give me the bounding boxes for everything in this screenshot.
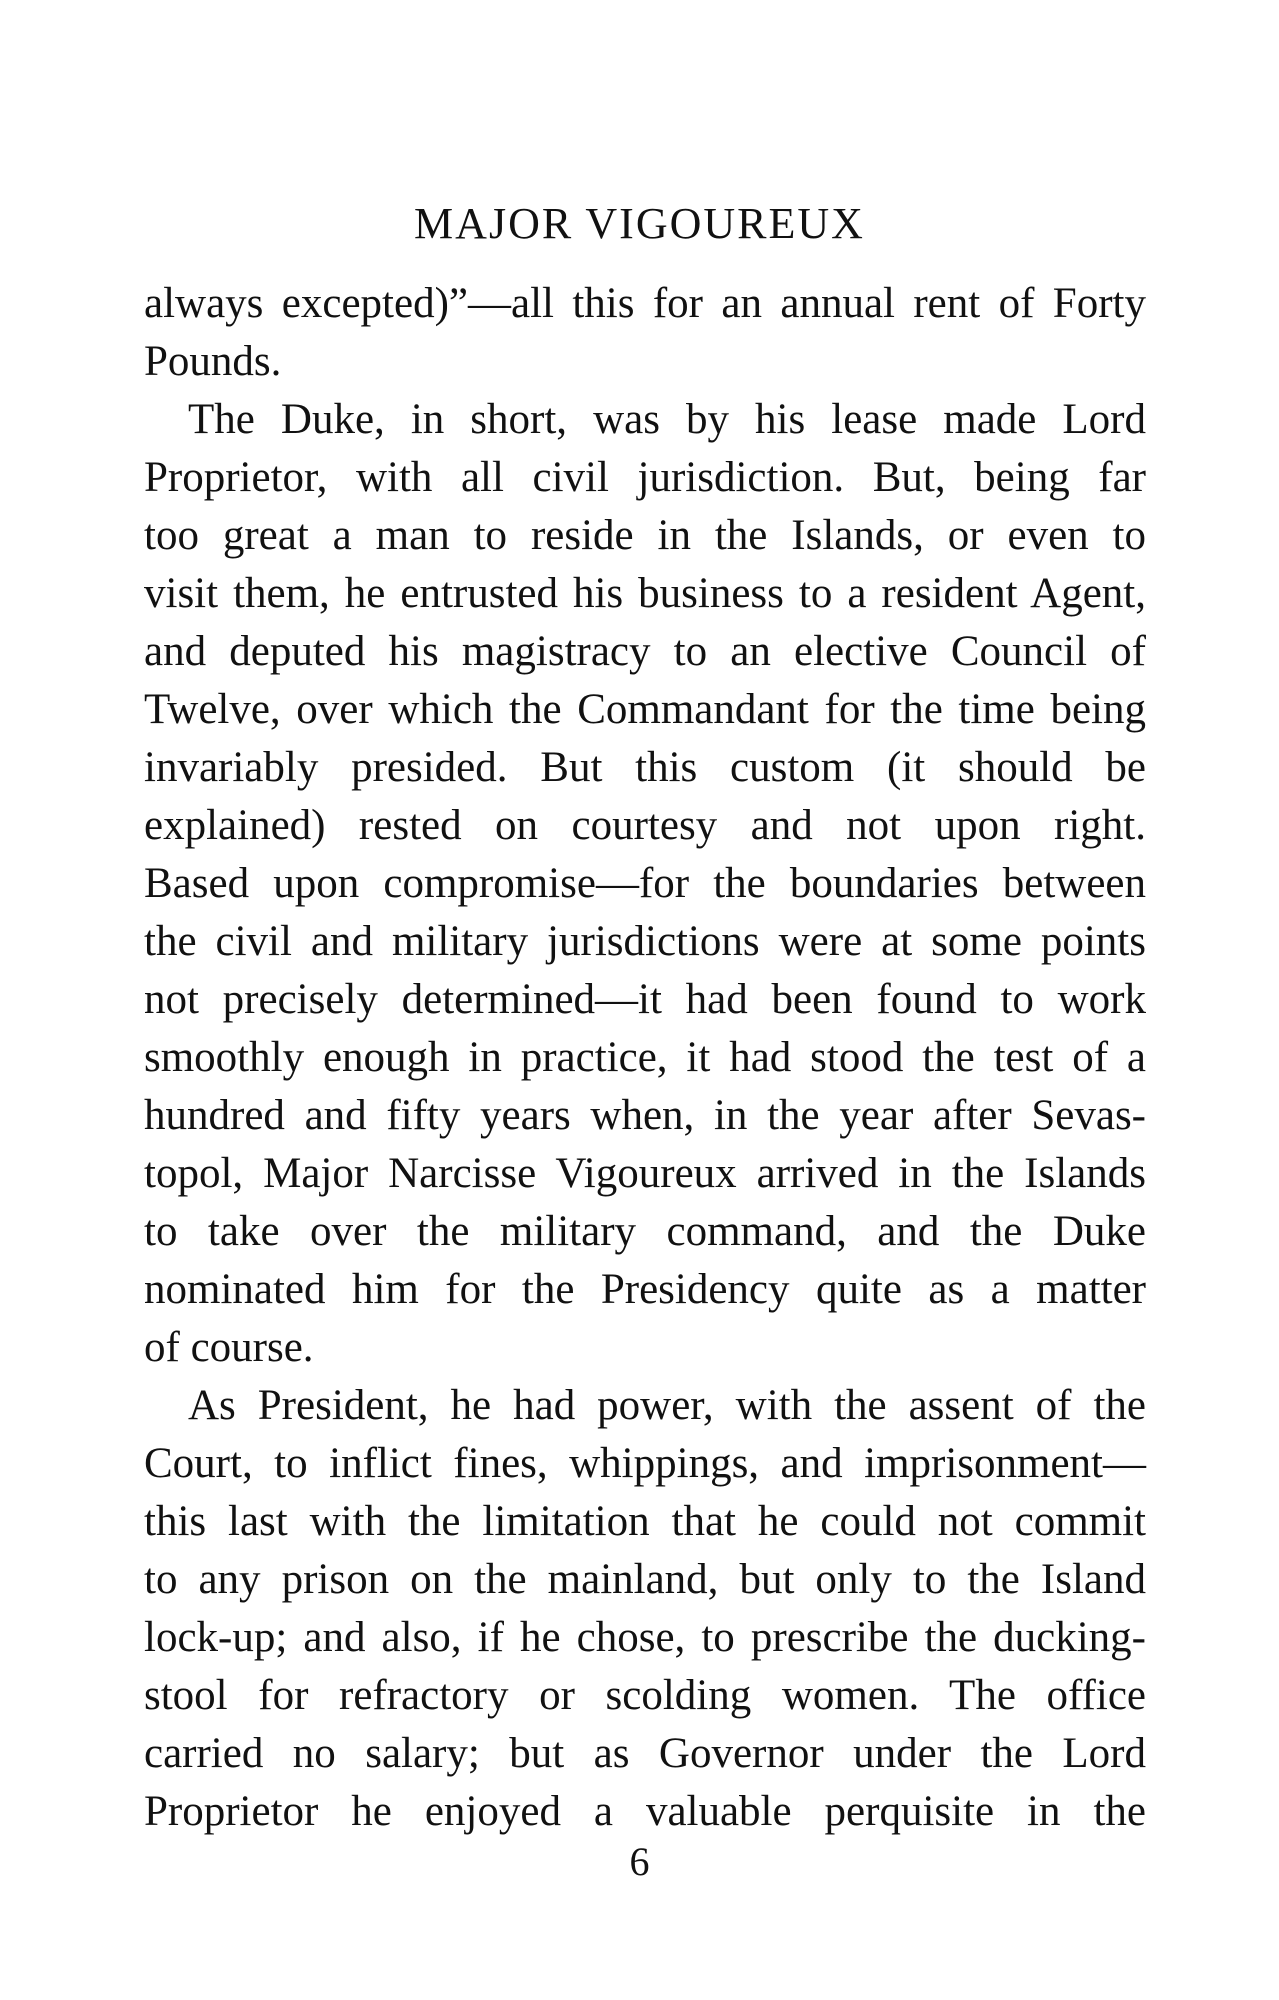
text-line: invariably presided. But this custom (it should be: [144, 744, 1146, 791]
text-line: stool for refractory or scolding women. The office: [144, 1672, 1146, 1719]
text-line: not precisely determined—it had been found to work: [144, 976, 1146, 1023]
text-line: topol, Major Narcisse Vigoureux arrived in the Islands: [144, 1150, 1146, 1197]
paragraph: [144, 1377, 1146, 1841]
text-line: the civil and military jurisdictions were at some points: [144, 918, 1146, 965]
paragraph: [144, 275, 1146, 391]
text-line: As President, he had power, with the assent of the: [188, 1382, 1146, 1429]
text-line: visit them, he entrusted his business to a resident Agent,: [144, 570, 1146, 617]
text-line: Proprietor he enjoyed a valuable perquisite in the: [144, 1788, 1146, 1835]
text-line: Based upon compromise—for the boundaries between: [144, 860, 1146, 907]
text-line: carried no salary; but as Governor under the Lord: [144, 1730, 1146, 1777]
text-line: Proprietor, with all civil jurisdiction. But, being far: [144, 454, 1146, 501]
text-line: to take over the military command, and the Duke: [144, 1208, 1146, 1255]
text-line: explained) rested on courtesy and not upon right.: [144, 802, 1146, 849]
text-line: Court, to inflict fines, whippings, and imprisonment—: [144, 1440, 1146, 1487]
text-line: to any prison on the mainland, but only to the Island: [144, 1556, 1146, 1603]
text-line: Twelve, over which the Commandant for the time being: [144, 686, 1146, 733]
text-line: too great a man to reside in the Islands, or even to: [144, 512, 1146, 559]
text-line: this last with the limitation that he could not commit: [144, 1498, 1146, 1545]
paragraph: [144, 391, 1146, 1377]
text-line: nominated him for the Presidency quite as a matter: [144, 1266, 1146, 1313]
text-line: and deputed his magistracy to an elective Council of: [144, 628, 1146, 675]
text-line: smoothly enough in practice, it had stood the test of a: [144, 1034, 1146, 1081]
text-line: hundred and fifty years when, in the year after Sevas-: [144, 1092, 1146, 1139]
text-line: of course.: [144, 1324, 314, 1371]
text-line: always excepted)”—all this for an annual rent of Forty: [144, 280, 1146, 327]
text-line: lock-up; and also, if he chose, to prescribe the ducking-: [144, 1614, 1146, 1661]
running-head: MAJOR VIGOUREUX: [414, 199, 865, 248]
text-line: Pounds.: [144, 338, 282, 385]
body-text: [144, 275, 1146, 1841]
page-number: 6: [629, 1839, 650, 1884]
text-line: The Duke, in short, was by his lease made Lord: [188, 396, 1146, 443]
